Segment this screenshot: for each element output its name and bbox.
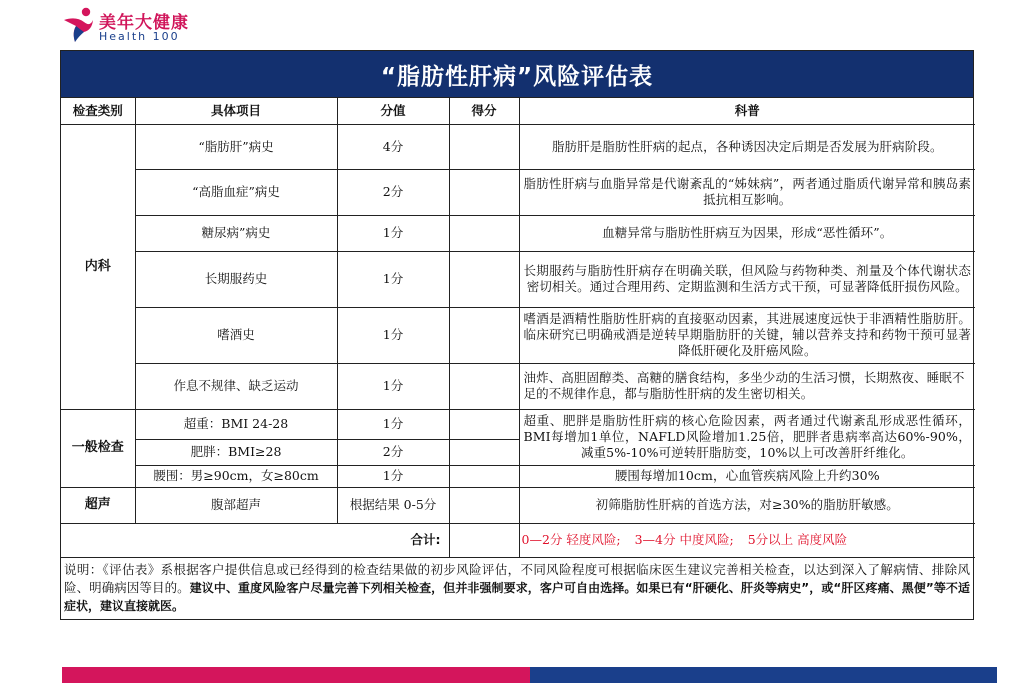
score-cell: 1分 xyxy=(337,215,449,251)
category-neike: 内科 xyxy=(61,124,135,409)
total-label: 合计: xyxy=(61,523,449,557)
table-row xyxy=(61,169,975,215)
item-cell: 糖尿病”病史 xyxy=(135,215,337,251)
science-cell: 超重、肥胖是脂肪性肝病的核心危险因素，两者通过代谢紊乱形成恶性循环，BMI每增加1单位，NAFLD风险增加1.25倍，肥胖者患病率高达60%-90%，减重5%-10%可逆转肝脂肪变，10%以上可改善肝纤维化。 xyxy=(519,409,975,465)
science-cell: 初筛脂肪性肝病的首选方法，对≥30%的脂肪肝敏感。 xyxy=(519,487,975,523)
sheet-title: “脂肪性肝病”风险评估表 xyxy=(61,51,973,98)
logo-english-name: Health 100 xyxy=(99,30,180,43)
explanation-note xyxy=(61,558,973,615)
assessment-table xyxy=(61,98,975,558)
header-item: 具体项目 xyxy=(135,98,337,124)
got-score-cell[interactable] xyxy=(449,363,519,409)
score-cell: 根据结果 0-5分 xyxy=(337,487,449,523)
table-row xyxy=(61,363,975,409)
item-cell: “高脂血症”病史 xyxy=(135,169,337,215)
score-cell: 1分 xyxy=(337,363,449,409)
risk-level-high: 5分以上 高度风险 xyxy=(747,532,848,547)
header-got: 得分 xyxy=(449,98,519,124)
got-score-cell[interactable] xyxy=(449,307,519,363)
category-general: 一般检查 xyxy=(61,409,135,487)
table-row xyxy=(61,251,975,307)
item-cell: 长期服药史 xyxy=(135,251,337,307)
assessment-sheet xyxy=(60,50,974,620)
header-score: 分值 xyxy=(337,98,449,124)
science-cell: 嗜酒是酒精性脂肪性肝病的直接驱动因素，其进展速度远快于非酒精性脂肪肝。临床研究已明确戒酒是逆转早期脂肪肝的关键，辅以营养支持和药物干预可显著降低肝硬化及肝癌风险。 xyxy=(519,307,975,363)
got-score-cell[interactable] xyxy=(449,169,519,215)
note-bold-text: 建议中、重度风险客户尽量完善下列相关检查，但并非强制要求，客户可自由选择。如果已有“肝硬化、肝炎等病史”，或“肝区疼痛、黑便”等不适症状，建议直接就医。 xyxy=(64,580,970,613)
risk-levels xyxy=(519,523,975,557)
table-row xyxy=(61,487,975,523)
logo-chinese-name: 美年大健康 xyxy=(99,13,189,33)
table-row xyxy=(61,409,975,439)
note-text: 说明：《评估表》系根据客户提供信息或已经得到的检查结果做的初步风险评估，不同风险程度可根据临床医生建议完善相关检查，以达到深入了解病情、排除风险、明确病因等目的。 xyxy=(64,561,970,595)
footer-bar xyxy=(62,667,997,683)
score-cell: 4分 xyxy=(337,124,449,169)
category-ultrasound: 超声 xyxy=(61,487,135,523)
science-cell: 油炸、高胆固醇类、高糖的膳食结构，多坐少动的生活习惯，长期熬夜、睡眠不足的不规律作息，都与脂肪性肝病的发生密切相关。 xyxy=(519,363,975,409)
item-cell: “脂肪肝”病史 xyxy=(135,124,337,169)
got-score-cell[interactable] xyxy=(449,439,519,465)
score-cell: 1分 xyxy=(337,409,449,439)
risk-level-moderate: 3—4分 中度风险; xyxy=(634,532,734,547)
item-cell: 肥胖：BMI≥28 xyxy=(135,439,337,465)
footer-blue-stripe xyxy=(530,667,997,683)
item-cell: 超重：BMI 24-28 xyxy=(135,409,337,439)
science-cell: 腰围每增加10cm，心血管疾病风险上升约30% xyxy=(519,465,975,487)
header-category: 检查类别 xyxy=(61,98,135,124)
footer-red-stripe xyxy=(62,667,530,683)
header-science: 科普 xyxy=(519,98,975,124)
score-cell: 1分 xyxy=(337,307,449,363)
total-score-cell[interactable] xyxy=(449,523,519,557)
table-row xyxy=(61,465,975,487)
item-cell: 腰围：男≥90cm，女≥80cm xyxy=(135,465,337,487)
item-cell: 腹部超声 xyxy=(135,487,337,523)
got-score-cell[interactable] xyxy=(449,487,519,523)
table-row xyxy=(61,124,975,169)
got-score-cell[interactable] xyxy=(449,251,519,307)
risk-level-mild: 0—2分 轻度风险; xyxy=(521,532,621,547)
score-cell: 1分 xyxy=(337,251,449,307)
science-cell: 脂肪性肝病与血脂异常是代谢紊乱的“姊妹病”，两者通过脂质代谢异常和胰岛素抵抗相互影响。 xyxy=(519,169,975,215)
science-cell: 血糖异常与脂肪性肝病互为因果，形成“恶性循环”。 xyxy=(519,215,975,251)
science-cell: 脂肪肝是脂肪性肝病的起点，各种诱因决定后期是否发展为肝病阶段。 xyxy=(519,124,975,169)
got-score-cell[interactable] xyxy=(449,124,519,169)
logo-person-icon xyxy=(62,6,96,44)
score-cell: 2分 xyxy=(337,439,449,465)
science-cell: 长期服药与脂肪性肝病存在明确关联，但风险与药物种类、剂量及个体代谢状态密切相关。通过合理用药、定期监测和生活方式干预，可显著降低肝损伤风险。 xyxy=(519,251,975,307)
table-row xyxy=(61,215,975,251)
got-score-cell[interactable] xyxy=(449,409,519,439)
score-cell: 2分 xyxy=(337,169,449,215)
item-cell: 嗜酒史 xyxy=(135,307,337,363)
item-cell: 作息不规律、缺乏运动 xyxy=(135,363,337,409)
table-row xyxy=(61,307,975,363)
score-cell: 1分 xyxy=(337,465,449,487)
got-score-cell[interactable] xyxy=(449,465,519,487)
table-header-row xyxy=(61,98,975,124)
got-score-cell[interactable] xyxy=(449,215,519,251)
total-row xyxy=(61,523,975,557)
